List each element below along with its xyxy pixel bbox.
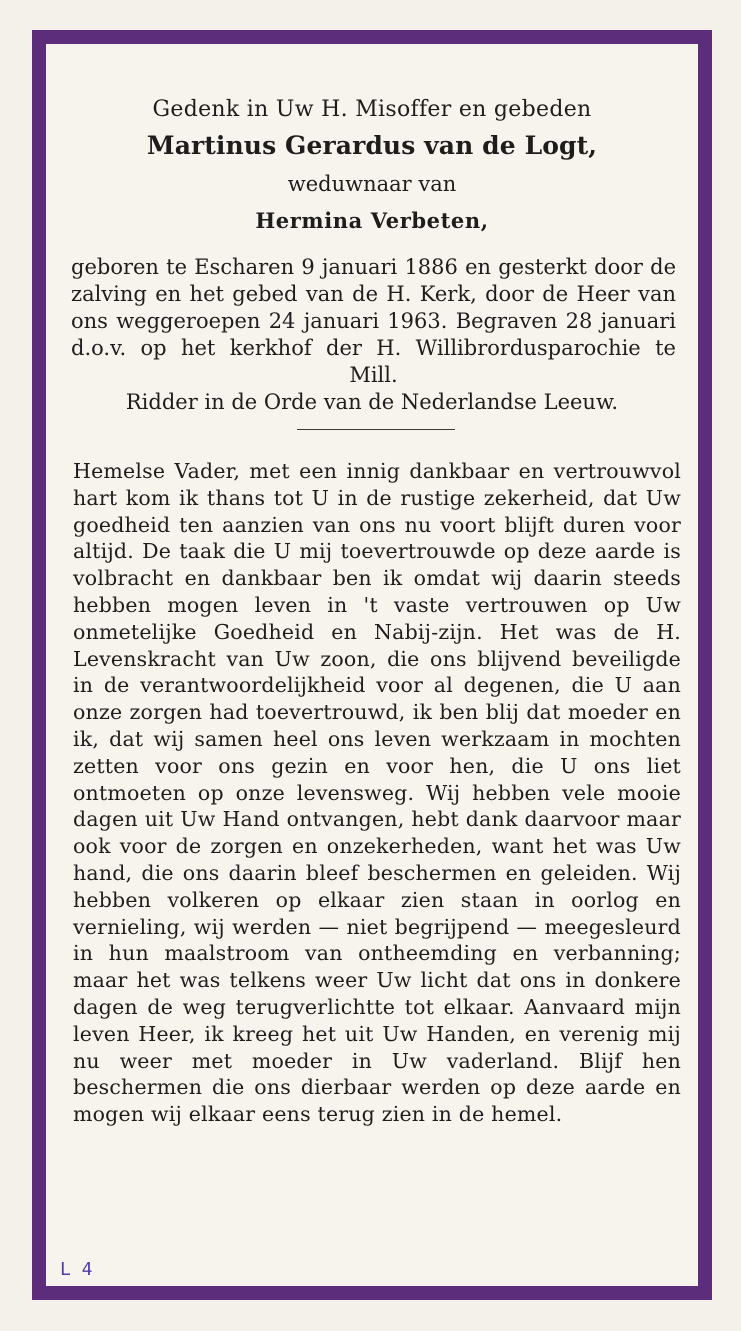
card-content: [46, 44, 698, 1286]
section-divider: [297, 429, 455, 430]
honor-line: Ridder in de Orde van de Nederlandse Leeuw.: [125, 390, 619, 414]
purple-border-frame: [32, 30, 712, 1300]
relation-line: weduwnaar van: [287, 172, 457, 196]
print-code: L 4: [60, 1259, 93, 1280]
card-header: [46, 96, 698, 238]
deceased-name: Martinus Gerardus van de Logt,: [146, 131, 598, 160]
prayer-text: Hemelse Vader, met een innig dankbaar en vertrouwvol hart kom ik thans tot U in de rustige zekerheid, dat Uw goedheid ten aanzien van ons nu voort blijft duren voor altijd. De taak die U mij toevertrouwde op deze aarde is volbracht en dankbaar ben ik omdat wij daarin steeds hebben mogen leven in 't vaste vertrouwen op Uw onmetelijke Goedheid en Nabij-zijn. Het was de H. Levenskracht van Uw zoon, die ons blijvend beveiligde in de verantwoordelijkheid voor al degenen, die U aan onze zorgen had toevertrouwd, ik ben blij dat moeder en ik, dat wij samen heel ons leven werkzaam in mochten zetten voor ons gezin en voor hen, die U ons liet ontmoeten op onze levensweg. Wij hebben vele mooie dagen uit Uw Hand ontvangen, hebt dank daarvoor maar ook voor de zorgen en onzekerheden, want het was Uw hand, die ons daarin bleef beschermen en geleiden. Wij hebben volkeren op elkaar zien staan in oorlog en vernieling, wij werden — niet begrijpend — meegesleurd in hun maalstroom van ontheemding en verbanning; maar het was telkens weer Uw licht dat ons in donkere dagen de weg terugverlichtte tot elkaar. Aanvaard mijn leven Heer, ik kreeg het uit Uw Handen, en verenig mij nu weer met moeder in Uw vaderland. Blijf hen beschermen die ons dierbaar werden op deze aarde en mogen wij elkaar eens terug zien in de hemel.: [73, 459, 681, 1127]
spouse-name: Hermina Verbeten,: [255, 208, 489, 233]
intro-line: Gedenk in Uw H. Misoffer en gebeden: [152, 97, 592, 122]
biography-paragraph: geboren te Escharen 9 januari 1886 en gesterkt door de zalving en het gebed van de H. Kerk, door de Heer van ons weggeroepen 24 januari 1963. Begraven 28 januari d.o.v. op het kerkhof der H. Willibrordusparochie te Mill.: [71, 255, 676, 387]
